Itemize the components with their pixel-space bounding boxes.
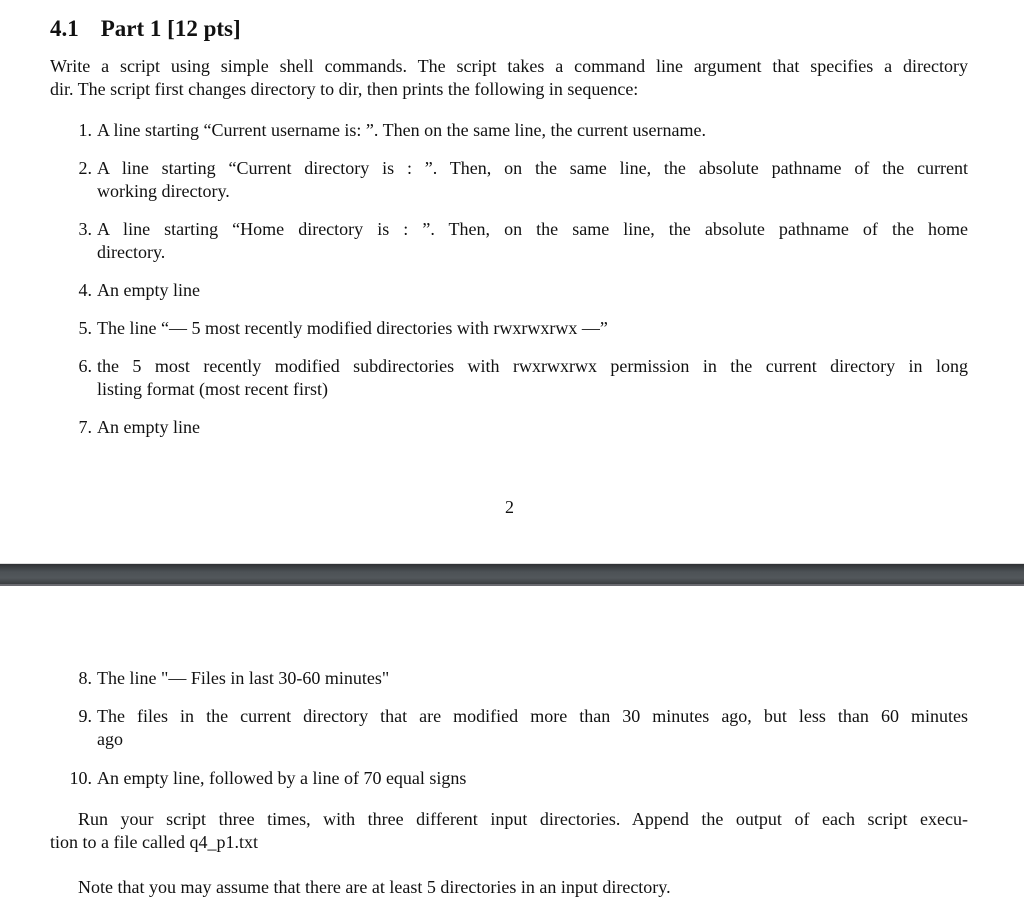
item-text: The line "— Files in last 30-60 minutes" [97, 668, 390, 688]
item-text: A line starting “Current directory is : ”. Then, on the same line, the absolute pathname of the current [97, 158, 968, 178]
item-number: 9. [78, 706, 92, 726]
intro-line: Write a script using simple shell commands. The script takes a command line argument that specifies a directory [50, 56, 968, 76]
item-text: listing format (most recent first) [97, 379, 328, 399]
item-text: A line starting “Current username is: ”. Then on the same line, the current username. [97, 120, 706, 140]
section-number: 4.1 [50, 16, 79, 41]
run-paragraph-line: tion to a file called q4_p1.txt [50, 832, 258, 852]
item-text: The files in the current directory that are modified more than 30 minutes ago, but less than 60 minutes [97, 706, 968, 726]
item-text: the 5 most recently modified subdirectories with rwxrwxrwx permission in the current directory in long [97, 356, 968, 376]
page-separator [0, 563, 1024, 586]
item-text: directory. [97, 242, 166, 262]
item-number: 8. [78, 668, 92, 688]
item-text: working directory. [97, 181, 230, 201]
section-heading [50, 16, 263, 42]
note: Note that you may assume that there are at least 5 directories in an input directory. [78, 877, 671, 897]
page-number: 2 [505, 497, 514, 517]
run-paragraph-line: Run your script three times, with three different input directories. Append the output of each script execu- [78, 809, 968, 829]
item-number: 10. [69, 768, 92, 788]
item-number: 3. [78, 219, 92, 239]
item-text: A line starting “Home directory is : ”. Then, on the same line, the absolute pathname of the home [97, 219, 968, 239]
section-title: Part 1 [12 pts] [100, 16, 241, 41]
item-number: 1. [78, 120, 92, 140]
item-text: An empty line [97, 417, 200, 437]
item-number: 2. [78, 158, 92, 178]
item-number: 6. [78, 356, 92, 376]
item-number: 7. [78, 417, 92, 437]
item-text: An empty line [97, 280, 200, 300]
item-text: ago [97, 729, 123, 749]
item-text: An empty line, followed by a line of 70 equal signs [97, 768, 467, 788]
item-text: The line “— 5 most recently modified directories with rwxrwxrwx —” [97, 318, 608, 338]
item-number: 4. [78, 280, 92, 300]
item-number: 5. [78, 318, 92, 338]
intro-line: dir. The script first changes directory to dir, then prints the following in sequence: [50, 79, 639, 99]
